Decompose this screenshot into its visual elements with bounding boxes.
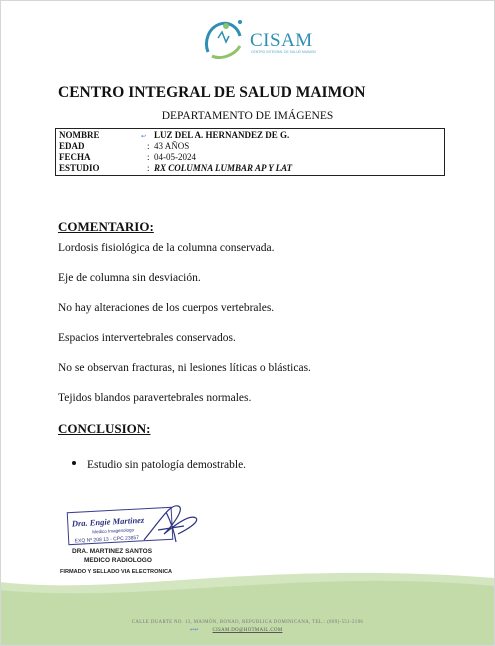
department-title: DEPARTAMENTO DE IMÁGENES [161, 110, 334, 122]
svg-text:Medico Imagenologo: Medico Imagenologo [92, 527, 135, 535]
comment-line: Tejidos blandos paravertebrales normales. [58, 392, 252, 404]
conclusion-item: Estudio sin patología demostrable. [87, 459, 247, 471]
field-label: ESTUDIO [59, 163, 100, 173]
colon: : [147, 141, 150, 151]
logo-name: CISAM [250, 30, 313, 51]
comment-line: Eje de columna sin desviación. [58, 272, 201, 284]
colon: : [147, 163, 150, 173]
signature-stamp [66, 500, 204, 546]
signature-note: FIRMADO Y SELLADO VIA ELECTRONICA [60, 569, 173, 575]
edit-mark-icon: ↩↩ [190, 627, 199, 633]
comment-line: No se observan fracturas, ni lesiones líticas o blásticas. [58, 362, 311, 374]
svg-text:EXQ Nº 208 13 - CPC 23857: EXQ Nº 208 13 - CPC 23857 [74, 535, 140, 545]
comment-line: No hay alteraciones de los cuerpos vertebrales. [58, 302, 275, 314]
page-title: CENTRO INTEGRAL DE SALUD MAIMON [58, 84, 366, 101]
footer-address: CALLE DUARTE NO. 13, MAIMÓN, BONAO, REPUBLICA DOMINICANA, TEL.: (809)-551-2196 [131, 620, 364, 625]
footer-email: CISAM.DO@HOTMAIL.COM [212, 628, 283, 633]
doctor-name: DRA. MARTINEZ SANTOS [72, 548, 153, 555]
bullet-icon [72, 461, 76, 465]
field-value: RX COLUMNA LUMBAR AP Y LAT [154, 163, 293, 173]
field-label: EDAD [59, 141, 85, 151]
comentario-heading: COMENTARIO: [58, 219, 154, 234]
patient-info-box [55, 128, 445, 176]
svg-text:Dra. Engie Martinez: Dra. Engie Martinez [71, 514, 145, 529]
footer-wave [0, 560, 495, 646]
comment-line: Lordosis fisiológica de la columna conservada. [58, 242, 275, 254]
colon: : [147, 152, 150, 162]
field-value: LUZ DEL A. HERNANDEZ DE G. [154, 130, 290, 140]
comment-line: Espacios intervertebrales conservados. [58, 332, 236, 344]
field-value: 04-05-2024 [154, 152, 196, 162]
edit-mark-icon: ↩ [141, 134, 147, 140]
doctor-role: MEDICO RADIOLOGO [84, 557, 152, 564]
field-label: NOMBRE [59, 130, 100, 140]
logo-subtitle: CENTRO INTEGRAL DE SALUD MAIMON [251, 50, 316, 54]
field-value: 43 AÑOS [154, 141, 190, 151]
conclusion-heading: CONCLUSION: [58, 421, 151, 436]
field-label: FECHA [59, 152, 91, 162]
